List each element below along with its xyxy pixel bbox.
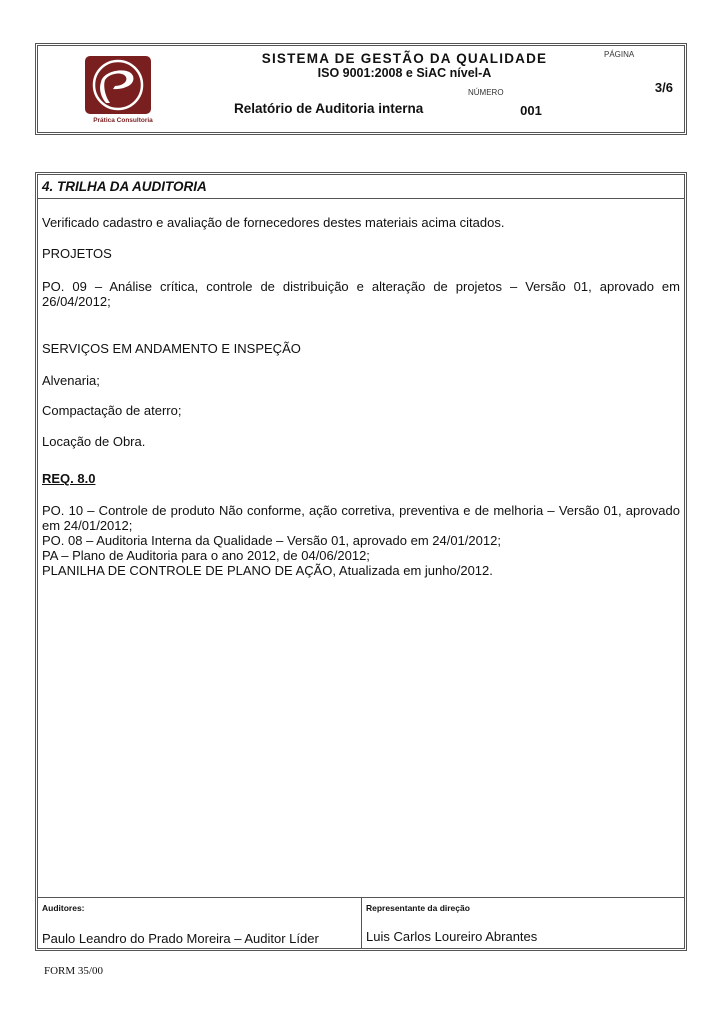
signature-footer bbox=[38, 897, 684, 948]
number-label: NÚMERO bbox=[468, 88, 504, 97]
page-cell bbox=[599, 46, 684, 132]
system-title: SISTEMA DE GESTÃO DA QUALIDADE bbox=[261, 51, 548, 66]
logo-text: Prática Consultoria bbox=[93, 117, 153, 124]
number-cell bbox=[463, 86, 599, 132]
auditors-name: Paulo Leandro do Prado Moreira – Auditor Líder bbox=[42, 931, 319, 946]
paragraph: PO. 09 – Análise crítica, controle de distribuição e alteração de projetos – Versão 01, aprovado em 26/04/2012; bbox=[42, 279, 680, 309]
system-subtitle: ISO 9001:2008 e SiAC nível-A bbox=[317, 66, 492, 80]
list-item: Compactação de aterro; bbox=[42, 403, 182, 418]
page-label: PÁGINA bbox=[604, 50, 635, 59]
representative-cell bbox=[362, 898, 684, 949]
representative-label: Representante da direção bbox=[366, 903, 470, 913]
list-item: Alvenaria; bbox=[42, 373, 100, 388]
paragraph: PLANILHA DE CONTROLE DE PLANO DE AÇÃO, Atualizada em junho/2012. bbox=[42, 563, 493, 578]
representative-name: Luis Carlos Loureiro Abrantes bbox=[366, 929, 538, 944]
paragraph: PO. 10 – Controle de produto Não conforme, ação corretiva, preventiva e de melhoria – Versão 01, aprovado em 24/01/2012; bbox=[42, 503, 680, 533]
auditors-cell bbox=[38, 898, 362, 949]
number-value: 001 bbox=[520, 103, 542, 118]
heading-projetos: PROJETOS bbox=[42, 246, 112, 261]
company-logo-icon bbox=[85, 56, 151, 114]
paragraph: PO. 08 – Auditoria Interna da Qualidade – Versão 01, aprovado em 24/01/2012; bbox=[42, 533, 501, 548]
document-header bbox=[35, 43, 687, 135]
list-item: Locação de Obra. bbox=[42, 434, 146, 449]
report-title: Relatório de Auditoria interna bbox=[234, 101, 424, 116]
form-code: FORM 35/00 bbox=[44, 965, 103, 977]
report-title-cell bbox=[210, 86, 463, 132]
auditors-label: Auditores: bbox=[42, 903, 85, 913]
heading-req-8: REQ. 8.0 bbox=[42, 471, 96, 486]
section-title: 4. TRILHA DA AUDITORIA bbox=[38, 175, 684, 199]
heading-servicos: SERVIÇOS EM ANDAMENTO E INSPEÇÃO bbox=[42, 341, 301, 356]
logo-cell bbox=[38, 46, 210, 132]
audit-trail-section bbox=[35, 172, 687, 951]
page-value: 3/6 bbox=[654, 80, 673, 95]
paragraph: Verificado cadastro e avaliação de fornecedores destes materiais acima citados. bbox=[42, 215, 505, 230]
system-title-cell bbox=[210, 46, 599, 86]
paragraph: PA – Plano de Auditoria para o ano 2012, de 04/06/2012; bbox=[42, 548, 370, 563]
